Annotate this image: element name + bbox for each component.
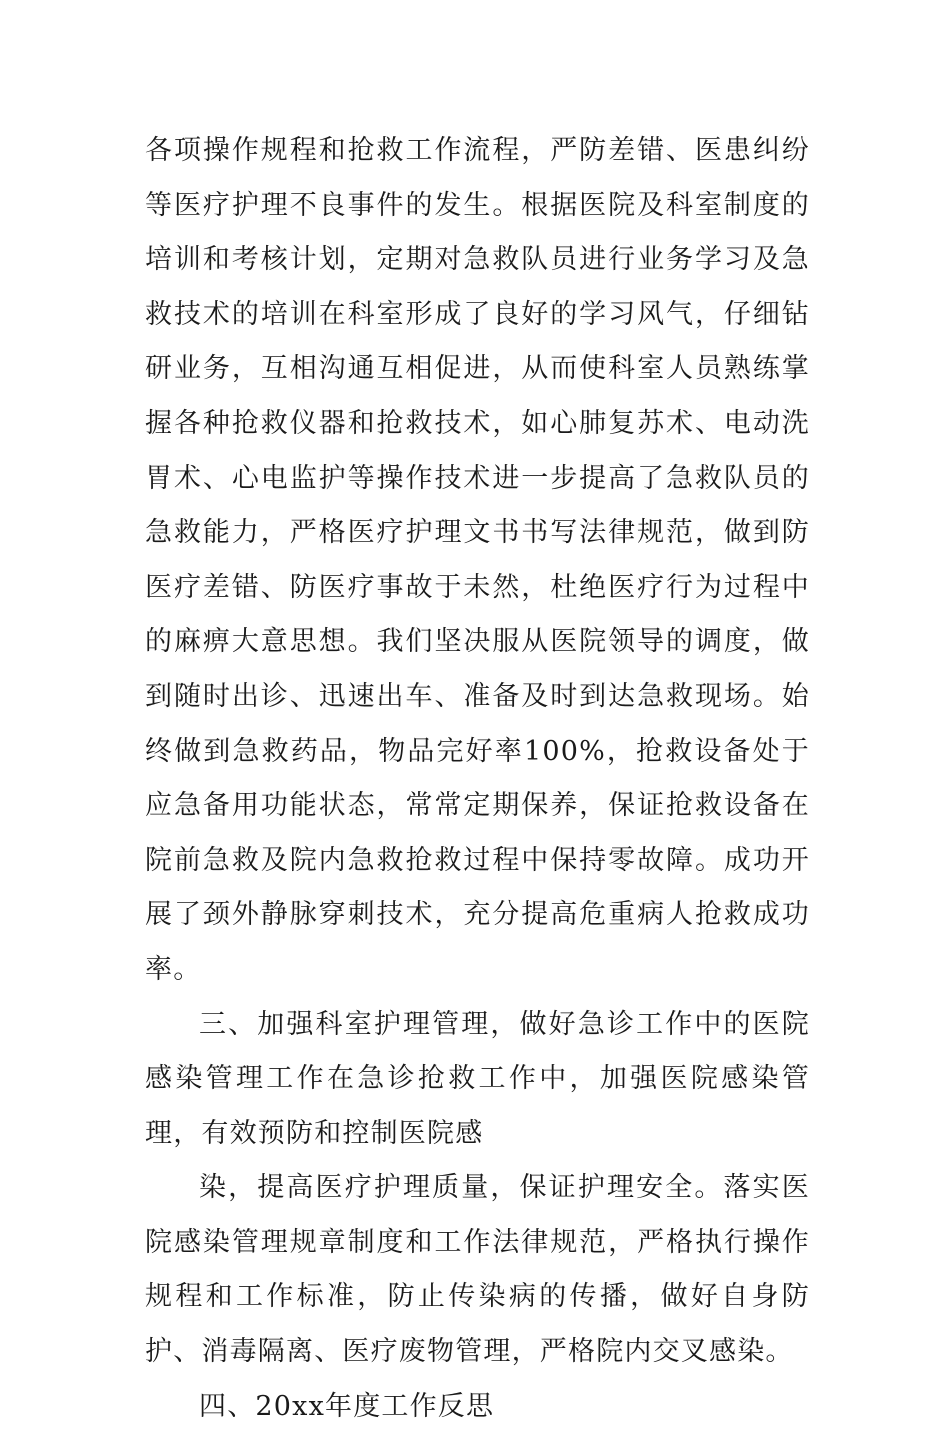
paragraph-section-three-heading: 三、加强科室护理管理，做好急诊工作中的医院感染管理工作在急诊抢救工作中，加强医院感染管理，有效预防和控制医院感 [145, 1008, 810, 1149]
paragraph-infection-control: 染，提高医疗护理质量，保证护理安全。落实医院感染管理规章制度和工作法律规范，严格执行操作规程和工作标准，防止传染病的传播，做好自身防护、消毒隔离、医疗废物管理，严格院内交叉感染。 [145, 1172, 810, 1368]
document-page [145, 124, 810, 1434]
paragraph-section-four-heading: 四、20xx年度工作反思 [199, 1390, 495, 1422]
paragraph-emergency-training: 各项操作规程和抢救工作流程，严防差错、医患纠纷等医疗护理不良事件的发生。根据医院及科室制度的培训和考核计划，定期对急救队员进行业务学习及急救技术的培训在科室形成了良好的学习风气，仔细钻研业务，互相沟通互相促进，从而使科室人员熟练掌握各种抢救仪器和抢救技术，如心肺复苏术、电动洗胃术、心电监护等操作技术进一步提高了急救队员的急救能力，严格医疗护理文书书写法律规范，做到防医疗差错、防医疗事故于未然，杜绝医疗行为过程中的麻痹大意思想。我们坚决服从医院领导的调度，做到随时出诊、迅速出车、准备及时到达急救现场。始终做到急救药品，物品完好率100%，抢救设备处于应急备用功能状态，常常定期保养，保证抢救设备在院前急救及院内急救抢救过程中保持零故障。成功开展了颈外静脉穿刺技术，充分提高危重病人抢救成功率。 [145, 135, 810, 985]
